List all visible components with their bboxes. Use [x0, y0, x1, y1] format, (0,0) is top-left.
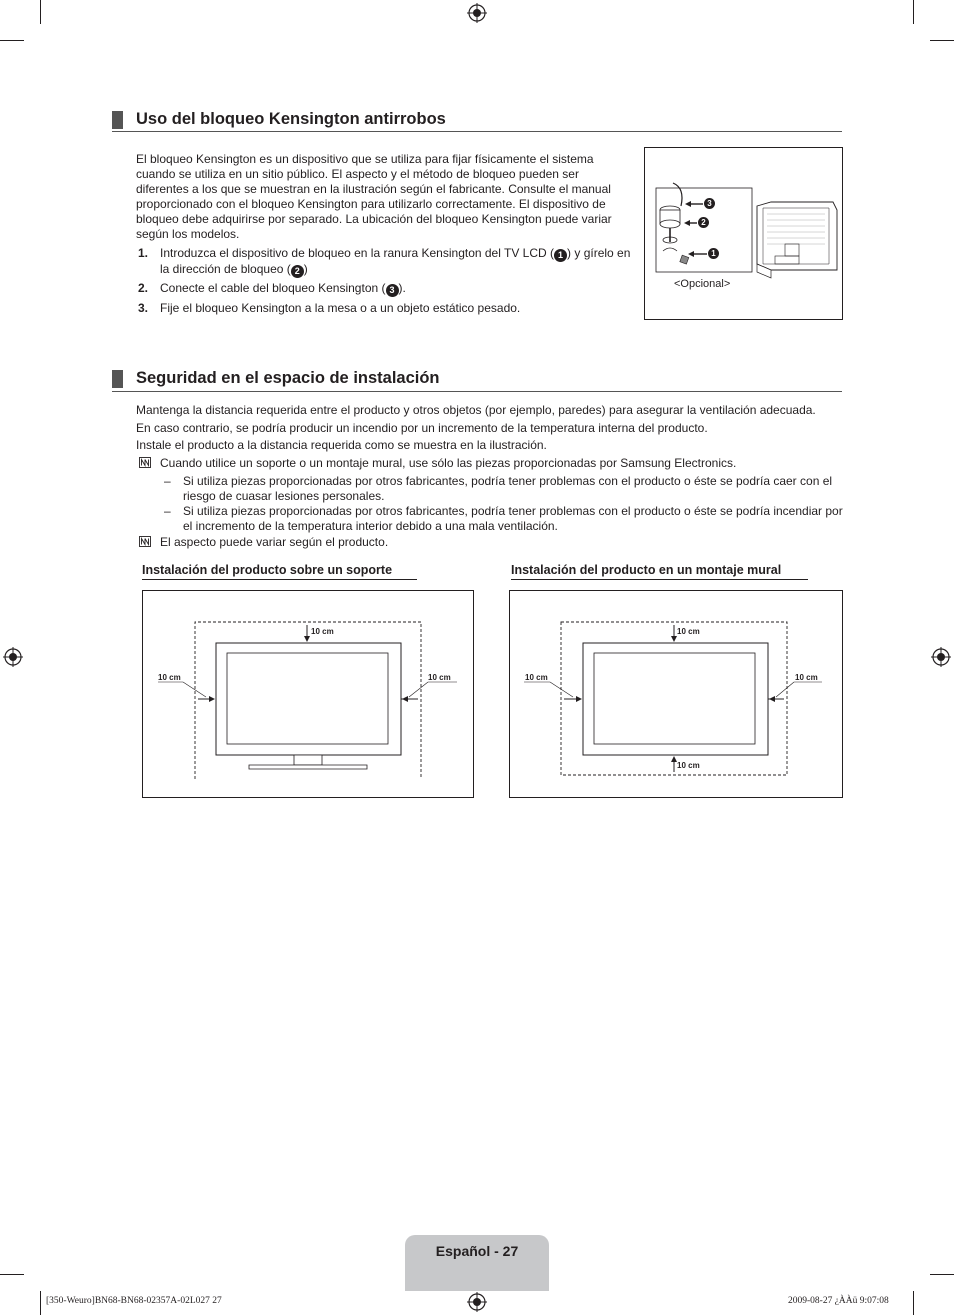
clearance-label-left: 10 cm [158, 673, 181, 682]
section-title-kensington: Uso del bloqueo Kensington antirrobos [136, 110, 446, 128]
clearance-label-left: 10 cm [525, 673, 548, 682]
clearance-label-top: 10 cm [311, 627, 334, 636]
subtitle-underline [511, 579, 808, 580]
crop-mark [913, 1291, 914, 1315]
step-text [160, 246, 634, 278]
stand-install-diagram [142, 590, 474, 798]
note-text: El aspecto puede variar según el producto. [160, 535, 389, 549]
registration-mark-icon [931, 647, 951, 667]
installation-text: Instale el producto a la distancia requerida como se muestra en la ilustración. [136, 438, 547, 452]
step-number: 1. [138, 246, 149, 260]
number-badge-icon: 2 [291, 265, 304, 278]
print-slug-right: 2009-08-27 ¿ÀÀü 9:07:08 [788, 1296, 889, 1306]
step-number: 3. [138, 301, 149, 315]
step-text-part: Conecte el cable del bloqueo Kensington ( [160, 281, 386, 295]
wall-illustration [510, 591, 842, 797]
number-badge-icon: 3 [704, 198, 715, 209]
figure-caption: <Opcional> [674, 278, 731, 290]
print-slug-left: [350-Weuro]BN68-BN68-02357A-02L027 27 [46, 1296, 222, 1306]
registration-mark-icon [467, 1292, 487, 1312]
crop-mark [930, 40, 954, 41]
step-text-part: ) [303, 262, 308, 276]
section-title-installation: Seguridad en el espacio de instalación [136, 369, 440, 387]
section-marker [112, 370, 123, 388]
wall-install-title: Instalación del producto en un montaje mural [511, 563, 782, 577]
clearance-label-right: 10 cm [428, 673, 451, 682]
clearance-label-bottom: 10 cm [677, 761, 700, 770]
dash-mark: – [164, 504, 171, 518]
step-text-part: ). [398, 281, 406, 295]
clearance-label-right: 10 cm [795, 673, 818, 682]
crop-mark [0, 1274, 24, 1275]
installation-text: Mantenga la distancia requerida entre el producto y otros objetos (por ejemplo, paredes) para asegurar la ventilación adecuada. [136, 403, 816, 417]
number-badge-icon: 1 [554, 249, 567, 262]
number-badge-icon: 2 [698, 217, 709, 228]
registration-mark-icon [467, 3, 487, 23]
section-divider [112, 391, 842, 392]
step-text: Fije el bloqueo Kensington a la mesa o a un objeto estático pesado. [160, 301, 521, 315]
subtitle-underline [142, 579, 417, 580]
crop-mark [40, 1291, 41, 1315]
stand-install-title: Instalación del producto sobre un soporte [142, 563, 393, 577]
crop-mark [40, 0, 41, 24]
registration-mark-icon [3, 647, 23, 667]
number-badge-icon: 3 [386, 284, 399, 297]
note-icon [139, 457, 151, 468]
crop-mark [930, 1274, 954, 1275]
note-text: Cuando utilice un soporte o un montaje mural, use sólo las piezas proporcionadas por Samsung Electronics. [160, 456, 737, 470]
kensington-figure [644, 147, 843, 320]
note-subitem: Si utiliza piezas proporcionadas por otros fabricantes, podría tener problemas con el producto o éste se podría incendiar por el incremento de la temperatura interior debido a una mala ventilación. [183, 504, 843, 533]
dash-mark: – [164, 474, 171, 488]
wall-install-diagram [509, 590, 843, 798]
installation-text: En caso contrario, se podría producir un incendio por un incremento de la temperatura interna del producto. [136, 421, 708, 435]
step-text-part: Introduzca el dispositivo de bloqueo en la ranura Kensington del TV LCD ( [160, 246, 555, 260]
crop-mark [913, 0, 914, 24]
step-text-part: ) y gírelo en la dirección de bloqueo ( [160, 246, 631, 276]
step-text [160, 281, 406, 297]
stand-illustration [143, 591, 473, 797]
page-number: Español - 27 [435, 1243, 519, 1259]
clearance-label-top: 10 cm [677, 627, 700, 636]
crop-mark [0, 40, 24, 41]
section-divider [112, 131, 842, 132]
section-marker [112, 111, 123, 129]
note-icon [139, 536, 151, 547]
number-badge-icon: 1 [708, 248, 719, 259]
step-number: 2. [138, 281, 149, 295]
kensington-intro: El bloqueo Kensington es un dispositivo que se utiliza para fijar físicamente el sistema cuando se utiliza en un sitio público. El aspecto y el método de bloqueo pueden ser diferentes a los que se muestran en la ilustración según el fabricante. Consulte el manual proporcionado con el bloqueo Kensington para utilizarlo correctamente. El dispositivo de bloqueo debe adquirirse por separado. La ubicación del bloqueo Kensington puede variar según los modelos. [136, 152, 612, 241]
note-subitem: Si utiliza piezas proporcionadas por otros fabricantes, podría tener problemas con el producto o éste se podría caer con el riesgo de cuasar lesiones personales. [183, 474, 833, 503]
kensington-illustration [645, 148, 842, 319]
